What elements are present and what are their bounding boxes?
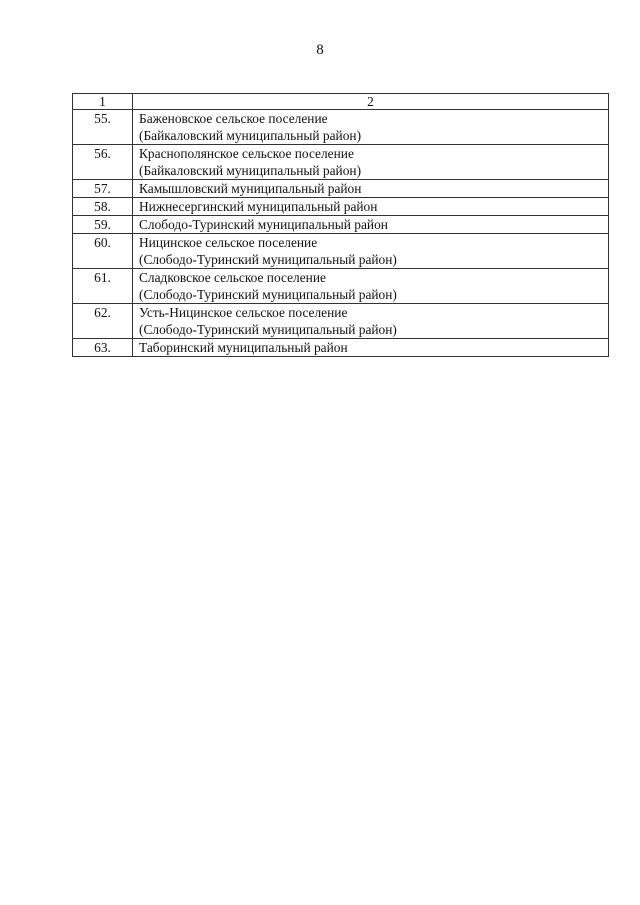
row-name-line: (Слободо-Туринский муниципальный район) — [139, 287, 397, 302]
row-name-line: Сладковское сельское поселение — [139, 270, 326, 285]
table-header-row — [73, 94, 609, 110]
row-number: 58. — [73, 198, 133, 216]
row-name — [133, 110, 609, 145]
row-name-line: Баженовское сельское поселение — [139, 111, 328, 126]
row-number: 62. — [73, 304, 133, 339]
row-name-line: Камышловский муниципальный район — [139, 181, 362, 196]
row-number: 59. — [73, 216, 133, 234]
row-name-line: (Байкаловский муниципальный район) — [139, 163, 362, 178]
municipality-table — [72, 93, 609, 357]
row-name-line: Усть-Ницинское сельское поселение — [139, 305, 348, 320]
row-name-line: Слободо-Туринский муниципальный район — [139, 217, 388, 232]
table-row — [73, 269, 609, 304]
row-number: 60. — [73, 234, 133, 269]
row-name-line: Таборинский муниципальный район — [139, 340, 348, 355]
row-name-line: Ницинское сельское поселение — [139, 235, 318, 250]
row-name — [133, 304, 609, 339]
row-name-line: (Байкаловский муниципальный район) — [139, 128, 362, 143]
row-name-line: (Слободо-Туринский муниципальный район) — [139, 322, 397, 337]
row-name — [133, 198, 609, 216]
row-name-line: Краснополянское сельское поселение — [139, 146, 354, 161]
table-row — [73, 339, 609, 357]
row-name — [133, 234, 609, 269]
row-name — [133, 145, 609, 180]
column-header-name: 2 — [133, 94, 609, 110]
row-name-line: (Слободо-Туринский муниципальный район) — [139, 252, 397, 267]
table-row — [73, 234, 609, 269]
table-row — [73, 145, 609, 180]
row-name-line: Нижнесергинский муниципальный район — [139, 199, 378, 214]
row-number: 63. — [73, 339, 133, 357]
table-row — [73, 180, 609, 198]
row-name — [133, 216, 609, 234]
row-number: 56. — [73, 145, 133, 180]
table-row — [73, 110, 609, 145]
table-row — [73, 216, 609, 234]
row-number: 61. — [73, 269, 133, 304]
row-number: 55. — [73, 110, 133, 145]
page-number: 8 — [316, 42, 324, 58]
row-name — [133, 339, 609, 357]
row-name — [133, 269, 609, 304]
table-row — [73, 304, 609, 339]
row-number: 57. — [73, 180, 133, 198]
row-name — [133, 180, 609, 198]
table-row — [73, 198, 609, 216]
column-header-number: 1 — [73, 94, 133, 110]
